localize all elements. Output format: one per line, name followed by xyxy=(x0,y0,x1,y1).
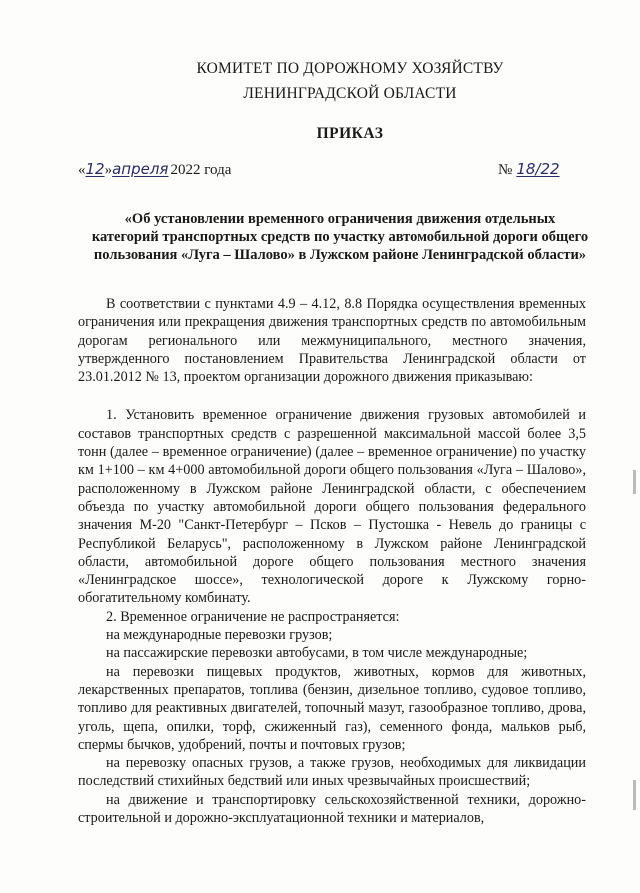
organization-name-line-1: КОМИТЕТ ПО ДОРОЖНОМУ ХОЗЯЙСТВУ xyxy=(196,60,504,77)
handwritten-month: апреля xyxy=(112,160,169,178)
date-quote-close: » xyxy=(104,162,113,178)
exception-item: на международные перевозки грузов; xyxy=(106,627,333,644)
handwritten-day: 12 xyxy=(85,160,105,178)
number-label: № xyxy=(498,162,513,178)
preamble-paragraph: В соответствии с пунктами 4.9 – 4.12, 8.8 Порядка осуществления временных ограничения или прекращения движения транспортных средств по автомобильным дорогам регионального или межмуниципального, местного значения, утвержденного постановлением Правительства Ленинградской области от 23.01.2012 № 13, проектом организации дорожного движения приказываю: xyxy=(78,296,586,386)
document-body xyxy=(78,295,586,827)
document-number xyxy=(498,160,560,179)
clause-2-paragraph: 2. Временное ограничение не распространяется: xyxy=(106,608,400,625)
scan-margin-mark xyxy=(633,470,636,494)
scan-margin-mark xyxy=(633,780,636,810)
document-type-heading: ПРИКАЗ xyxy=(316,125,384,142)
exception-item: на перевозку опасных грузов, а также грузов, необходимых для ликвидации последствий стихийных бедствий или иных чрезвычайных происшествий; xyxy=(78,755,586,790)
clause-1-paragraph: 1. Установить временное ограничение движения грузовых автомобилей и составов транспортных средств с разрешенной максимальной массой более 3,5 тонн (далее – временное ограничение) (далее – временное ограничение) по участку км 1+100 – км 4+000 автомобильной дороги общего пользования «Луга – Шалово», расположенному в Лужском районе Ленинградской области, с обеспечением объезда по участку автомобильной дороги общего пользования федерального значения М-20 "Санкт-Петербург – Псков – Пустошка - Невель до границы с Республикой Беларусь", расположенному в Лужском районе Ленинградской области, автомобильной дороге общего пользования местного значения «Ленинградское шоссе», технологической дороге к Лужскому горно-обогатительному комбинату. xyxy=(78,407,586,607)
exception-item: на перевозки пищевых продуктов, животных, кормов для животных, лекарственных препаратов, топлива (бензин, дизельное топливо, судовое топливо, топливо для реактивных двигателей, топочный мазут, газообразное топливо, дрова, уголь, щепа, опилки, торф, сжиженный газ), семенного фонда, мальков рыб, спермы бычков, удобрений, почты и почтовых грузов; xyxy=(78,663,586,753)
document-title: «Об установлении временного ограничения движения отдельных категорий транспортных средств по участку автомобильной дороги общего пользования «Луга – Шалово» в Лужском районе Ленинградской области» xyxy=(91,211,589,263)
date-quote-open: « xyxy=(78,162,86,178)
exception-item: на пассажирские перевозки автобусами, в том числе международные; xyxy=(106,645,528,662)
date-year: 2022 года xyxy=(170,162,232,178)
document-date xyxy=(78,160,231,179)
organization-name-line-2: ЛЕНИНГРАДСКОЙ ОБЛАСТИ xyxy=(243,85,457,102)
exception-item: на движение и транспортировку сельскохозяйственной техники, дорожно-строительной и дорожно-эксплуатационной техники и материалов, xyxy=(78,791,586,827)
handwritten-number: 18/22 xyxy=(516,160,560,178)
